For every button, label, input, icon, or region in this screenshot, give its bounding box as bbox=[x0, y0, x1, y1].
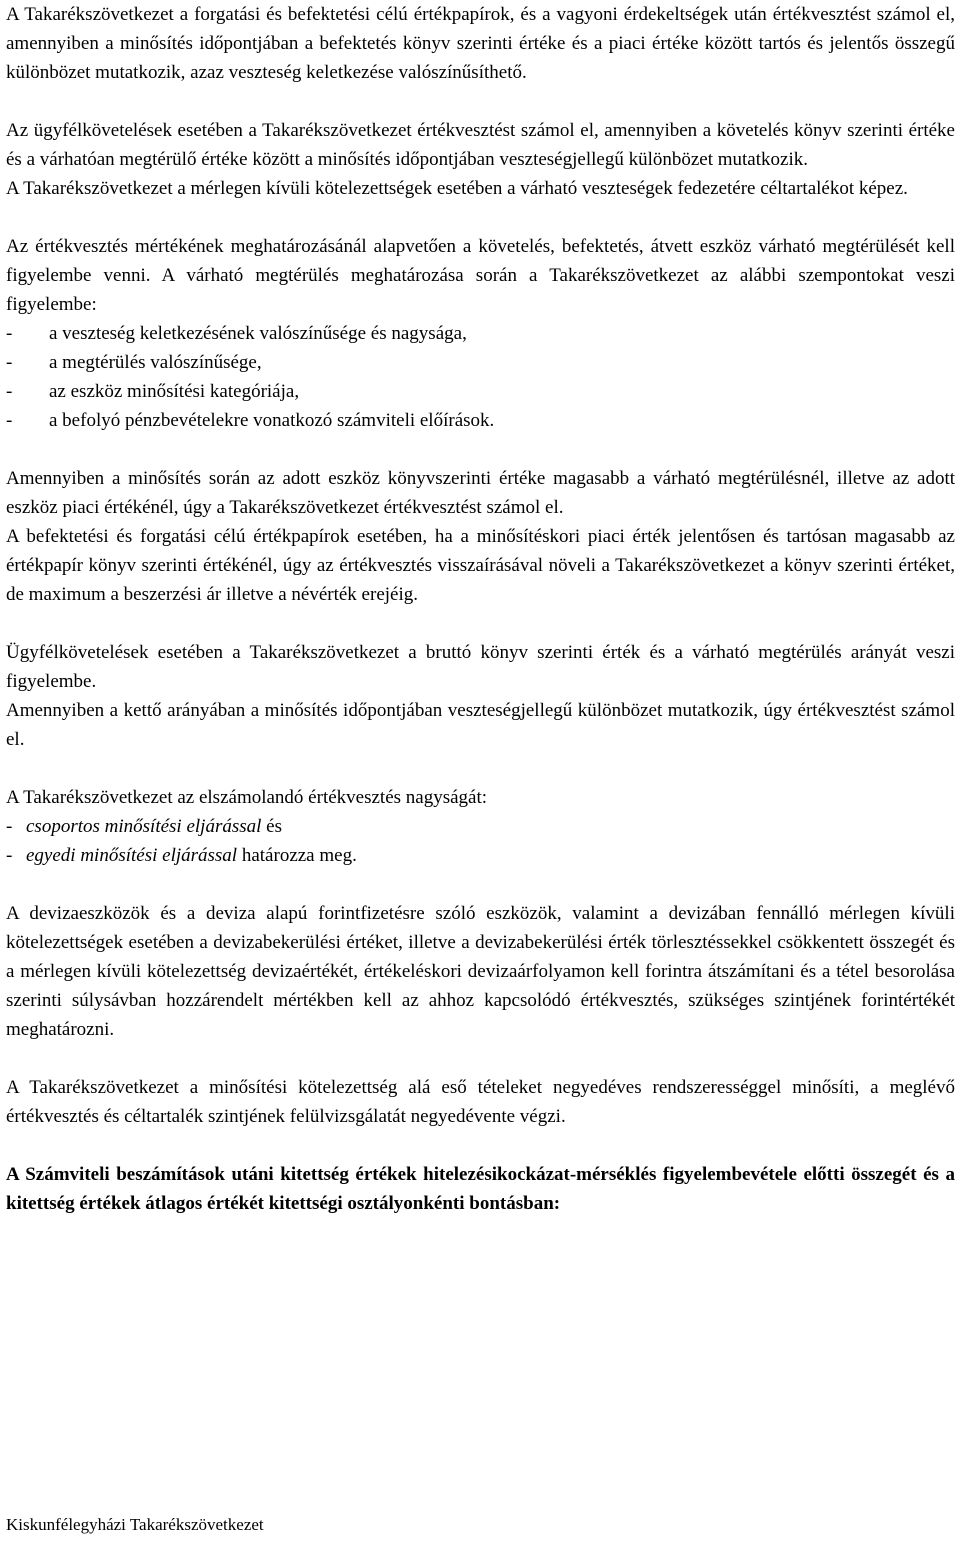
section-heading-exposures: A Számviteli beszámítások utáni kitettség értékek hitelezésikockázat-mérséklés figyelembevétele előtti összegét és a kitettség értékek átlagos értékét kitettségi osztályonkénti bontásban: bbox=[6, 1164, 955, 1214]
list-item: - a veszteség keletkezésének valószínűsége és nagysága, bbox=[6, 323, 467, 344]
list-item: - csoportos minősítési eljárással és bbox=[6, 816, 282, 837]
paragraph-impairment-recognition: Amennyiben a minősítés során az adott eszköz könyvszerinti értéke magasabb a várható megtérülésnél, illetve az adott eszköz piaci értékénél, úgy a Takarékszövetkezet értékvesztést számol el. bbox=[6, 468, 955, 518]
paragraph-impairment-methods: A Takarékszövetkezet az elszámolandó értékvesztés nagyságát: bbox=[6, 787, 488, 808]
paragraph-off-balance-provisions: A Takarékszövetkezet a mérlegen kívüli kötelezettségek esetében a várható veszteségek fedezetére céltartalékot képez. bbox=[6, 178, 908, 199]
paragraph-quarterly-review: A Takarékszövetkezet a minősítési kötelezettség alá eső tételeket negyedéves rendszerességgel minősíti, a meglévő értékvesztés és céltartalék szintjének felülvizsgálatát negyedévente végzi. bbox=[6, 1077, 955, 1127]
list-item: - egyedi minősítési eljárással határozza meg. bbox=[6, 845, 357, 866]
paragraph-loss-difference: Amennyiben a kettő arányában a minősítés időpontjában veszteségjellegű különbözet mutatkozik, úgy értékvesztést számol el. bbox=[6, 700, 955, 750]
paragraph-impairment-reversal: A befektetési és forgatási célú értékpapírok esetében, ha a minősítéskori piaci érték jelentősen és tartósan magasabb az értékpapír könyv szerinti értékénél, úgy az értékvesztés visszaírásával növeli a Takarékszövetkezet a könyv szerinti értéket, de maximum a beszerzési ár illetve a névérték erejéig. bbox=[6, 526, 955, 605]
list-item: - az eszköz minősítési kategóriája, bbox=[6, 381, 300, 402]
page-footer: Kiskunfélegyházi Takarékszövetkezet bbox=[6, 1515, 264, 1534]
list-item: - a befolyó pénzbevételekre vonatkozó számviteli előírások. bbox=[6, 410, 495, 431]
paragraph-gross-book-value: Ügyfélkövetelések esetében a Takarékszövetkezet a bruttó könyv szerinti érték és a várható megtérülés arányát veszi figyelembe. bbox=[6, 642, 955, 692]
paragraph-impairment-criteria: Az értékvesztés mértékének meghatározásánál alapvetően a követelés, befektetés, átvett eszköz várható megtérülését kell figyelembe venni. A várható megtérülés meghatározása során a Takarékszövetkezet az alábbi szempontokat veszi figyelembe: bbox=[6, 236, 955, 315]
list-item: - a megtérülés valószínűsége, bbox=[6, 352, 262, 373]
paragraph-customer-receivables: Az ügyfélkövetelések esetében a Takarékszövetkezet értékvesztést számol el, amennyiben a követelés könyv szerinti értéke és a várhatóan megtérülő értéke között a minősítés időpontjában veszteségjellegű különbözet mutatkozik. bbox=[6, 120, 955, 170]
criteria-list bbox=[6, 319, 955, 435]
methods-list bbox=[6, 812, 955, 870]
document-body bbox=[6, 0, 955, 1218]
paragraph-securities-impairment: A Takarékszövetkezet a forgatási és befektetési célú értékpapírok, és a vagyoni érdekeltségek után értékvesztést számol el, amennyiben a minősítés időpontjában a befektetés könyv szerinti értéke és a piaci értéke között tartós és jelentős összegű különbözet mutatkozik, azaz veszteség keletkezése valószínűsíthető. bbox=[6, 4, 955, 83]
paragraph-foreign-currency: A devizaeszközök és a deviza alapú forintfizetésre szóló eszközök, valamint a devizában fennálló mérlegen kívüli kötelezettségek esetében a devizabekerülési értéket, illetve a devizabekerülési érték törlesztéssekkel csökkentett összegét és a mérlegen kívüli kötelezettség devizaértékét, értékeléskori devizaárfolyamon kell forintra átszámítani és a tétel besorolása szerinti súlysávban hozzárendelt mértékben kell az ahhoz kapcsolódó értékvesztés, szükséges szintjének forintértékét meghatározni. bbox=[6, 903, 955, 1040]
